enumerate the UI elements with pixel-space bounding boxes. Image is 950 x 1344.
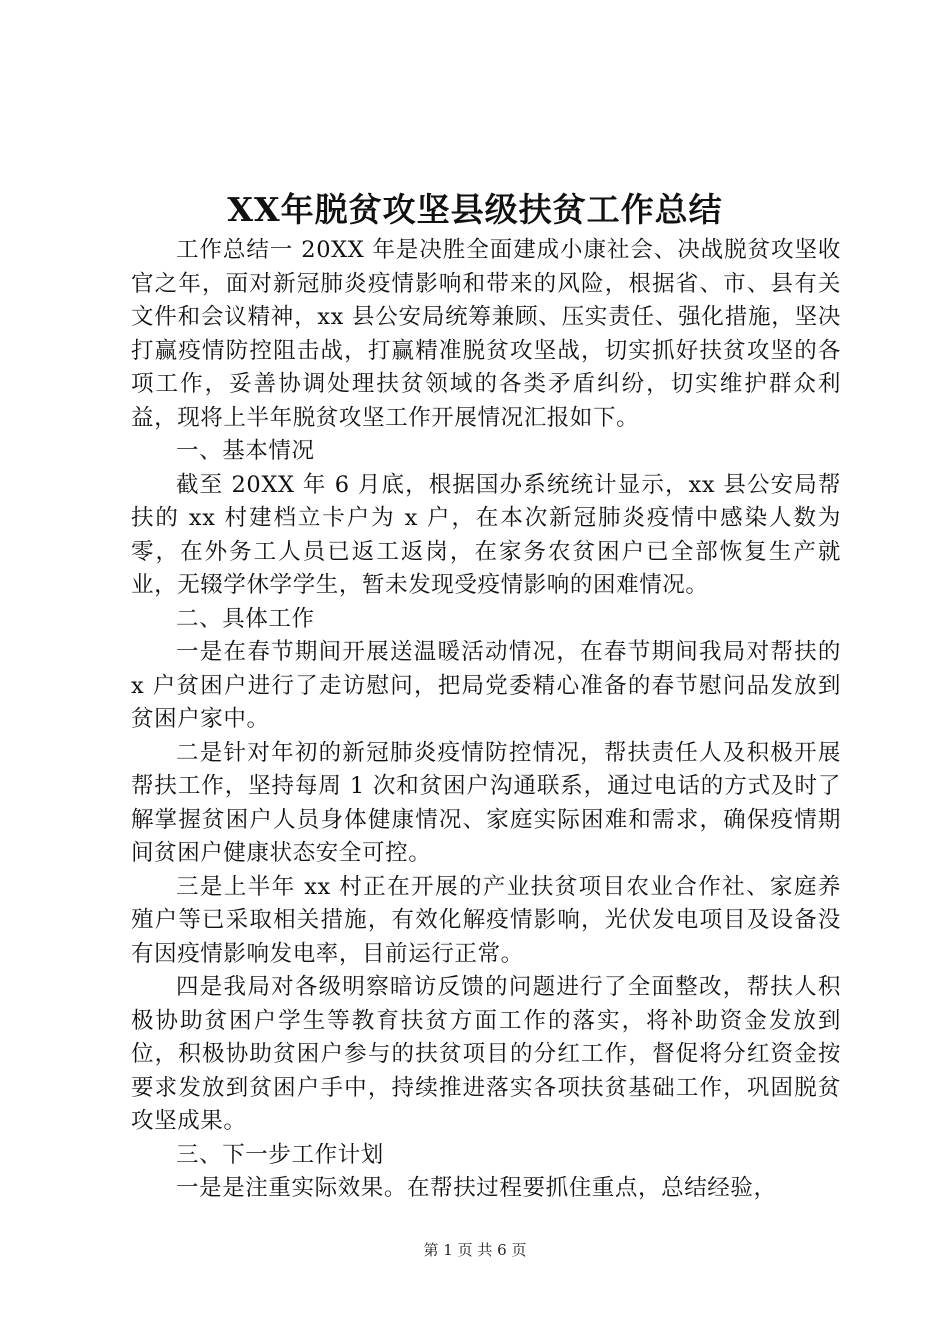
page-footer: 第 1 页 共 6 页 xyxy=(423,1241,527,1259)
paragraph-work-1: 一是在春节期间开展送温暖活动情况，在春节期间我局对帮扶的 x 户贫困户进行了走访慰问，把局党委精心准备的春节慰问品发放到贫困户家中。 xyxy=(131,639,841,732)
paragraph-work-4: 四是我局对各级明察暗访反馈的问题进行了全面整改，帮扶人积极协助贫困户学生等教育扶贫方面工作的落实，将补助资金发放到位，积极协助贫困户参与的扶贫项目的分红工作，督促将分红资金按要求发放到贫困户手中，持续推进落实各项扶贫基础工作，巩固脱贫攻坚成果。 xyxy=(131,974,841,1134)
paragraph-intro: 工作总结一 20XX 年是决胜全面建成小康社会、决战脱贫攻坚收官之年，面对新冠肺炎疫情影响和带来的风险，根据省、市、县有关文件和会议精神，xx 县公安局统筹兼顾、压实责任、强化措施，坚决打赢疫情防控阻击战，打赢精准脱贫攻坚战，切实抓好扶贫攻坚的各项工作，妥善协调处理扶贫领域的各类矛盾纠纷，切实维护群众利益，现将上半年脱贫攻坚工作开展情况汇报如下。 xyxy=(131,237,841,431)
paragraph-plan-1: 一是是注重实际效果。在帮扶过程要抓住重点，总结经验， xyxy=(176,1175,777,1201)
document-body xyxy=(131,234,841,1206)
document-title: XX年脱贫攻坚县级扶贫工作总结 xyxy=(227,190,723,229)
section-heading-plan: 三、下一步工作计划 xyxy=(176,1141,384,1168)
paragraph-basic: 截至 20XX 年 6 月底，根据国办系统统计显示，xx 县公安局帮扶的 xx 村建档立卡户为 x 户，在本次新冠肺炎疫情中感染人数为零，在外务工人员已返工返岗，在家务农贫困户已全部恢复生产就业，无辍学休学学生，暂未发现受疫情影响的困难情况。 xyxy=(131,471,841,598)
section-heading-work: 二、具体工作 xyxy=(176,605,315,632)
paragraph-work-3: 三是上半年 xx 村正在开展的产业扶贫项目农业合作社、家庭养殖户等已采取相关措施，有效化解疫情影响，光伏发电项目及设备没有因疫情影响发电率，目前运行正常。 xyxy=(131,873,841,967)
paragraph-work-2: 二是针对年初的新冠肺炎疫情防控情况，帮扶责任人及积极开展帮扶工作，坚持每周 1 次和贫困户沟通联系，通过电话的方式及时了解掌握贫困户人员身体健康情况、家庭实际困难和需求，确保疫情期间贫困户健康状态安全可控。 xyxy=(131,739,841,866)
section-heading-basic: 一、基本情况 xyxy=(176,438,315,464)
